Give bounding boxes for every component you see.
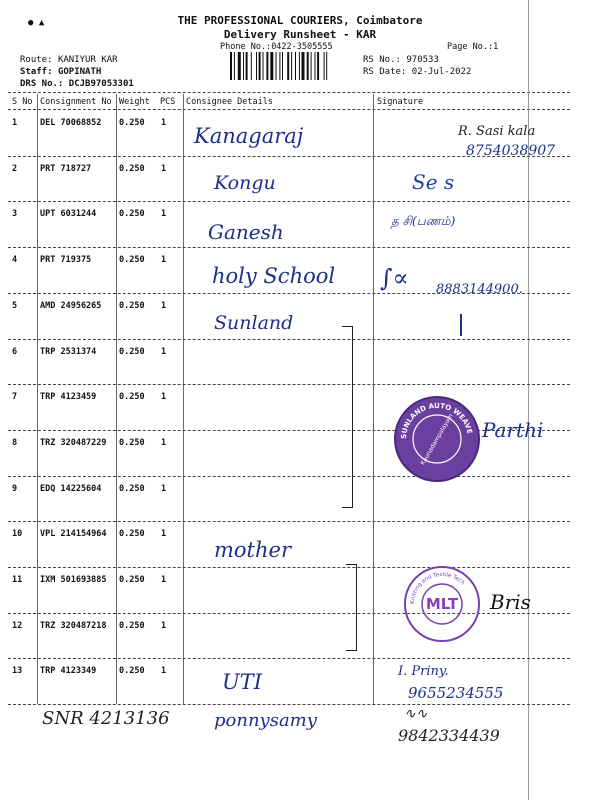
- row-consignment-no: UPT 6031244: [40, 209, 97, 220]
- row-pcs: 1: [161, 163, 167, 174]
- barcode-bar: [266, 52, 268, 80]
- row-sno: 11: [12, 575, 23, 585]
- row-divider: [8, 247, 570, 248]
- row-consignment-no: DEL 70068852: [40, 118, 102, 128]
- mlt-center-text: MLT: [425, 595, 459, 613]
- consignee-handwriting: mother: [214, 538, 291, 562]
- col-consignment: Consignment No: [40, 97, 112, 107]
- row-sno: 1: [12, 118, 18, 128]
- stamp-place: Kaunadampalayam: [419, 412, 455, 466]
- row-divider: [8, 613, 570, 614]
- bottom-consignee: ponnysamy: [214, 710, 317, 731]
- row-weight: 0.250: [119, 209, 145, 220]
- rs-date-label: RS Date:: [363, 67, 407, 77]
- bottom-signature-scribble: ∿∿: [404, 706, 428, 722]
- row-pcs: 1: [161, 437, 167, 448]
- page-value: 1: [493, 42, 499, 52]
- consignee-handwriting: Ganesh: [208, 220, 284, 244]
- row-weight: 0.250: [119, 300, 145, 311]
- barcode-bar: [302, 52, 305, 80]
- rs-date-line: [363, 66, 471, 78]
- row-weight: 0.250: [119, 346, 145, 357]
- row-sno: 13: [12, 666, 23, 677]
- rs-no-line: [363, 54, 439, 66]
- barcode-bar: [287, 52, 289, 80]
- row-divider: [8, 521, 570, 522]
- page-edge: [528, 0, 529, 800]
- header-bottom-rule: [8, 109, 570, 110]
- barcode-bar: [279, 52, 280, 80]
- page-number: [447, 42, 498, 53]
- row-sno: 7: [12, 392, 18, 403]
- row-sno: 8: [12, 437, 18, 448]
- row-divider: [8, 567, 570, 568]
- barcode-bar: [263, 52, 264, 80]
- row-consignment-no: TRZ 320487218: [40, 620, 107, 631]
- consignee-handwriting: Kongu: [214, 172, 276, 194]
- route-line: [20, 54, 118, 66]
- row-pcs: 1: [161, 255, 167, 266]
- phone-number: 0422-3505555: [271, 42, 333, 52]
- staff-label: Staff:: [20, 67, 53, 77]
- signature-handwriting: Bris: [490, 590, 531, 614]
- barcode-bar: [238, 52, 241, 80]
- row-divider: [8, 201, 570, 202]
- route-value: KANIYUR KAR: [57, 55, 118, 65]
- row-weight: 0.250: [119, 620, 145, 631]
- barcode-bar: [324, 52, 325, 80]
- barcode-bar: [282, 52, 283, 80]
- barcode-bar: [317, 52, 319, 80]
- barcode-bar: [270, 52, 273, 80]
- company-stamp: [394, 396, 480, 482]
- col-signature: Signature: [377, 97, 424, 107]
- signature-handwriting: I. Priny.: [398, 664, 449, 679]
- drs-label: DRS No.:: [20, 79, 64, 89]
- signature-scribble: ∫∝: [380, 264, 409, 292]
- row-weight: 0.250: [119, 575, 145, 585]
- drs-line: [20, 78, 134, 90]
- signature-phone: 9655234555: [408, 684, 504, 702]
- barcode-bar: [230, 52, 232, 80]
- phone-label: Phone No.:: [220, 42, 272, 52]
- barcode-bar: [326, 52, 327, 80]
- row-weight: 0.250: [119, 118, 145, 128]
- row-sno: 6: [12, 346, 18, 357]
- row-consignment-no: EDQ 14225604: [40, 483, 102, 494]
- staff-value: GOPINATH: [57, 67, 102, 77]
- corner-mark-icon: ● ▲: [28, 18, 45, 28]
- row-divider: [8, 476, 570, 477]
- row-weight: 0.250: [119, 255, 145, 266]
- document-title: Delivery Runsheet - KAR: [223, 28, 377, 41]
- row-consignment-no: PRT 719375: [40, 255, 92, 266]
- row-consignment-no: TRP 2531374: [40, 346, 97, 357]
- drs-value: DCJB97053301: [68, 79, 134, 89]
- rs-no-label: RS No.:: [363, 55, 401, 65]
- row-sno: 4: [12, 255, 18, 266]
- barcode: [230, 52, 358, 80]
- pen-mark: [460, 314, 462, 336]
- row-sno: 9: [12, 483, 18, 494]
- row-consignment-no: IXM 501693885: [40, 575, 107, 585]
- bottom-note: SNR 4213136: [42, 708, 170, 729]
- barcode-bar: [276, 52, 277, 80]
- signature-handwriting: R. Sasi kala: [458, 124, 536, 139]
- row-pcs: 1: [161, 209, 167, 220]
- barcode-bar: [256, 52, 257, 80]
- col-pcs: PCS: [160, 97, 176, 107]
- row-pcs: 1: [161, 118, 167, 128]
- row-weight: 0.250: [119, 483, 145, 494]
- header-top-rule: [8, 92, 570, 93]
- row-consignment-no: TRP 4123459: [40, 392, 97, 403]
- row-sno: 5: [12, 300, 18, 311]
- grouping-bracket: [346, 564, 357, 651]
- consignee-handwriting: UTI: [222, 670, 263, 694]
- mlt-stamp: [404, 566, 480, 642]
- grouping-bracket: [342, 326, 353, 508]
- row-pcs: 1: [161, 300, 167, 311]
- stamp-ring-text: SUNLAND AUTO WEAVE: [399, 401, 474, 440]
- barcode-bar: [291, 52, 292, 80]
- rs-no-value: 970533: [406, 55, 439, 65]
- row-weight: 0.250: [119, 392, 145, 403]
- row-consignment-no: TRP 4123349: [40, 666, 97, 677]
- barcode-bar: [311, 52, 312, 80]
- row-weight: 0.250: [119, 666, 145, 677]
- barcode-bar: [251, 52, 252, 80]
- row-pcs: 1: [161, 392, 167, 403]
- barcode-bar: [234, 52, 235, 80]
- barcode-bar: [315, 52, 316, 80]
- signature-phone: 8754038907: [466, 143, 556, 159]
- barcode-bar: [259, 52, 261, 80]
- row-divider: [8, 658, 570, 659]
- mlt-ring-text: Knitting and Textile Tech: [409, 571, 466, 605]
- row-weight: 0.250: [119, 529, 145, 540]
- row-consignment-no: AMD 24956265: [40, 300, 102, 311]
- row-divider: [8, 339, 570, 340]
- staff-line: [20, 66, 101, 78]
- barcode-bar: [307, 52, 309, 80]
- row-pcs: 1: [161, 483, 167, 494]
- signature-phone: 8883144900.: [436, 282, 523, 297]
- row-sno: 2: [12, 163, 18, 174]
- col-consignee: Consignee Details: [186, 97, 273, 107]
- row-pcs: 1: [161, 529, 167, 540]
- consignee-handwriting: holy School: [212, 264, 336, 288]
- consignee-handwriting: Kanagaraj: [194, 124, 304, 148]
- col-weight: Weight: [119, 97, 150, 107]
- signature-handwriting: Se s: [412, 170, 455, 194]
- row-weight: 0.250: [119, 163, 145, 174]
- page-label: Page No.:: [447, 42, 494, 52]
- row-consignment-no: PRT 718727: [40, 163, 92, 174]
- row-consignment-no: TRZ 320487229: [40, 437, 107, 448]
- row-pcs: 1: [161, 346, 167, 357]
- row-sno: 10: [12, 529, 23, 540]
- row-divider: [8, 384, 570, 385]
- row-sno: 3: [12, 209, 18, 220]
- table-bottom-rule: [8, 704, 570, 705]
- signature-handwriting: த சி(பணம்): [391, 214, 456, 228]
- route-label: Route:: [20, 55, 53, 65]
- barcode-bar: [295, 52, 296, 80]
- consignee-handwriting: Sunland: [214, 312, 294, 334]
- barcode-bar: [299, 52, 300, 80]
- row-pcs: 1: [161, 575, 167, 585]
- signature-handwriting: Parthi: [482, 418, 544, 442]
- row-consignment-no: VPL 214154964: [40, 529, 107, 540]
- row-pcs: 1: [161, 620, 167, 631]
- barcode-bar: [246, 52, 248, 80]
- row-weight: 0.250: [119, 437, 145, 448]
- col-sno: S No: [12, 97, 33, 107]
- row-pcs: 1: [161, 666, 167, 677]
- bottom-signature-phone: 9842334439: [398, 726, 500, 745]
- row-sno: 12: [12, 620, 23, 631]
- rs-date-value: 02-Jul-2022: [411, 67, 472, 77]
- company-name: THE PROFESSIONAL COURIERS, Coimbatore: [177, 14, 423, 27]
- barcode-bar: [243, 52, 244, 80]
